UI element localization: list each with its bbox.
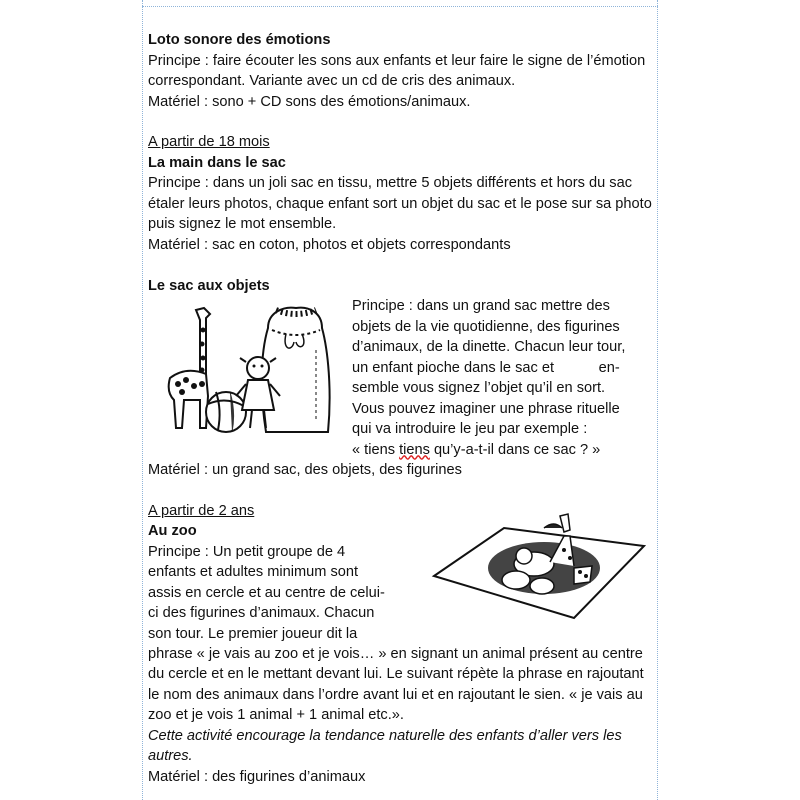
- section-title-sac-objets: Le sac aux objets: [148, 277, 270, 294]
- principe-line: objets de la vie quotidienne, des figurines: [352, 318, 620, 335]
- document-page: [148, 30, 658, 787]
- section-materiel-au-zoo: Matériel : des figurines d’animaux: [148, 768, 366, 785]
- au-zoo-block: [148, 542, 658, 644]
- section-materiel-main-sac: Matériel : sac en coton, photos et objets correspondants: [148, 236, 511, 253]
- section-note-au-zoo: Cette activité encourage la tendance naturelle des enfants d’aller vers les autres.: [148, 727, 622, 764]
- sac-objets-principe: [352, 296, 658, 460]
- principe-line: ci des figurines d’animaux. Chacun: [148, 605, 375, 621]
- principe-line: Vous pouvez imaginer une phrase rituelle: [352, 400, 620, 417]
- section-title-au-zoo: Au zoo: [148, 523, 197, 539]
- section-title-loto: Loto sonore des émotions: [148, 32, 331, 48]
- au-zoo-principe: [148, 542, 408, 645]
- animal-figurines-on-mat-icon: [424, 506, 650, 626]
- age-heading-18-mois: A partir de 18 mois: [148, 134, 270, 150]
- principe-line: d’animaux, de la dinette. Chacun leur tour,: [352, 339, 626, 355]
- quote-end: qu’y-a-t-il dans ce sac ? »: [429, 441, 601, 458]
- principe-line: un enfant pioche dans le sac et en-: [352, 359, 620, 376]
- principe-line: Principe : dans un grand sac mettre des: [352, 298, 610, 314]
- section-principe-main-sac: Principe : dans un joli sac en tissu, mettre 5 objets différents et hors du sac étaler leurs photos, chaque enfant sort un objet du sac et le pose sur sa photo puis signez le mot ensemble.: [148, 175, 652, 232]
- page-frame-top: [142, 6, 658, 7]
- quote-line: [352, 440, 658, 461]
- page-frame-left: [142, 0, 143, 800]
- giraffe-ball-doll-bag-icon: [156, 300, 352, 450]
- sac-objets-block: [148, 296, 658, 460]
- principe-line: son tour. Le premier joueur dit la: [148, 625, 358, 642]
- principe-line: Principe : Un petit groupe de 4: [148, 543, 346, 560]
- spellcheck-word: tiens: [399, 441, 430, 458]
- principe-line: semble vous signez l’objet qu’il en sort.: [352, 380, 606, 396]
- section-materiel-sac-objets: Matériel : un grand sac, des objets, des figurines: [148, 462, 462, 478]
- section-title-main-sac: La main dans le sac: [148, 154, 286, 171]
- quote-start: « tiens: [352, 441, 400, 458]
- principe-line: qui va introduire le jeu par exemple :: [352, 421, 588, 437]
- section-principe-loto: Principe : faire écouter les sons aux enfants et leur faire le signe de l’émotion correspondant. Variante avec un cd de cris des animaux.: [148, 52, 646, 89]
- section-principe-au-zoo-rest: phrase « je vais au zoo et je vois… » en signant un animal présent au centre du cercle et en le mettant devant lui. Le suivant répète la phrase en rajoutant le nom des animaux dans l’ordre avant lui et en rajoutant le sien. « je vais au zoo et je vois 1 animal + 1 animal etc.».: [148, 645, 644, 723]
- age-heading-2-ans: A partir de 2 ans: [148, 502, 255, 519]
- section-materiel-loto: Matériel : sono + CD sons des émotions/animaux.: [148, 93, 471, 110]
- principe-line: assis en cercle et au centre de celui-: [148, 584, 385, 601]
- principe-line: enfants et adultes minimum sont: [148, 564, 359, 580]
